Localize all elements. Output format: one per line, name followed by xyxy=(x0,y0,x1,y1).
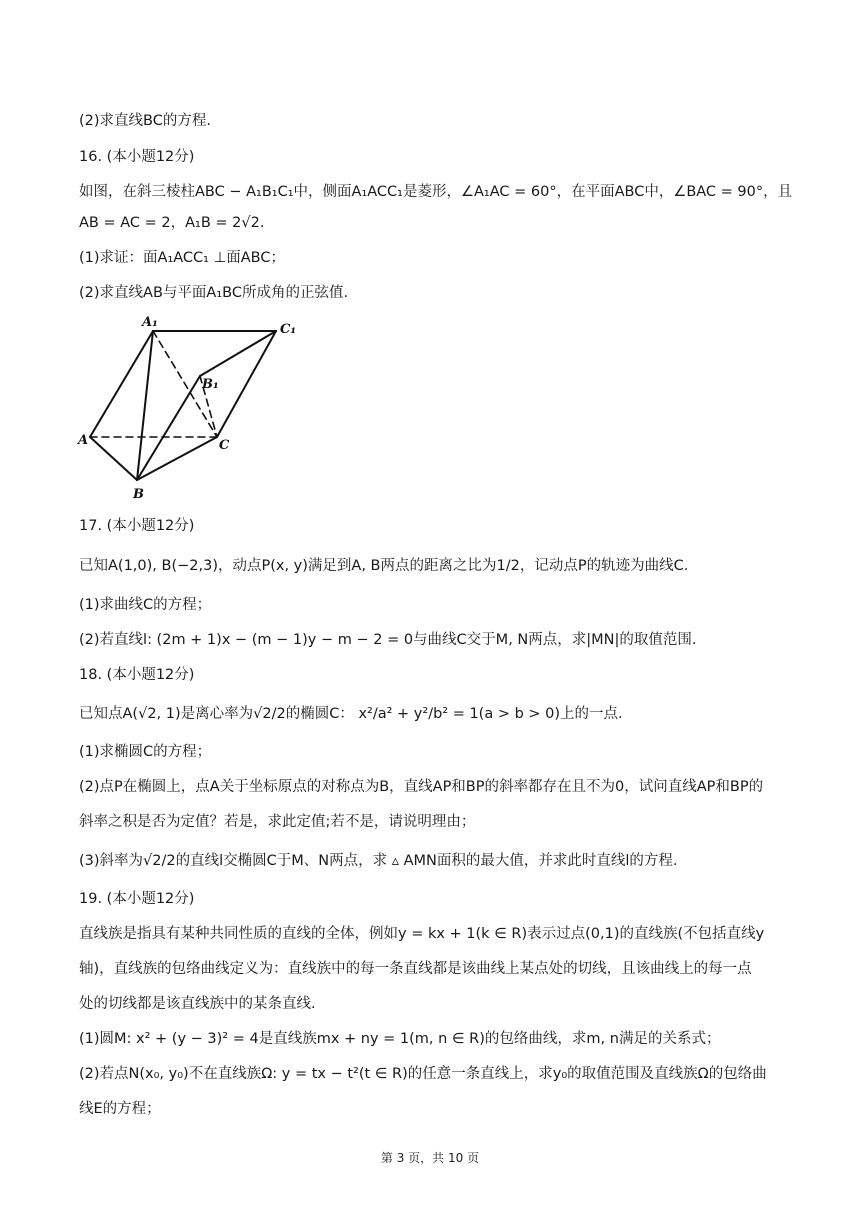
q16-stem-line2: AB = AC = 2，A₁B = 2√2. xyxy=(79,215,265,231)
q17-stem: 已知A(1,0), B(−2,3)，动点P(x, y)满足到A, B两点的距离之比为1/2，记动点P的轨迹为曲线C. xyxy=(79,558,689,574)
q18-part1: (1)求椭圆C的方程； xyxy=(79,744,212,760)
prism-figure xyxy=(74,312,297,504)
q16-part1: (1)求证：面A₁ACC₁ ⊥面ABC； xyxy=(79,250,285,266)
label-c1: C₁ xyxy=(280,322,297,337)
q19-part1: (1)圆M: x² + (y − 3)² = 4是直线族mx + ny = 1(m, n ∈ R)的包络曲线，求m, n满足的关系式； xyxy=(79,1031,721,1047)
page-footer: 第 3 页，共 10 页 xyxy=(380,1151,480,1165)
q16-part2: (2)求直线AB与平面A₁BC所成角的正弦值. xyxy=(79,285,349,301)
label-a1: A₁ xyxy=(142,315,158,330)
q19-stem-line1: 直线族是指具有某种共同性质的直线的全体，例如y = kx + 1(k ∈ R)表示过点(0,1)的直线族(不包括直线y xyxy=(79,926,765,942)
q19-stem-line2: 轴)，直线族的包络曲线定义为：直线族中的每一条直线都是该曲线上某点处的切线，且该曲线上的每一点 xyxy=(79,961,752,977)
label-a: A xyxy=(78,433,89,448)
edge-a-b xyxy=(90,437,137,480)
q19-part2-line1: (2)若点N(x₀, y₀)不在直线族Ω: y = tx − t²(t ∈ R)的任意一条直线上，求y₀的取值范围及直线族Ω的包络曲 xyxy=(79,1066,767,1082)
q19-part2-line2: 线E的方程； xyxy=(79,1101,161,1117)
q19-stem-line3: 处的切线都是该直线族中的某条直线. xyxy=(79,996,316,1012)
q15-part2: (2)求直线BC的方程. xyxy=(79,113,211,129)
edge-c1-c xyxy=(217,331,276,437)
q18-part2-line1: (2)点P在椭圆上，点A关于坐标原点的对称点为B，直线AP和BP的斜率都存在且不为0，试问直线AP和BP的 xyxy=(79,779,764,795)
q16-heading: 16. (本小题12分) xyxy=(79,149,195,165)
q17-heading: 17. (本小题12分) xyxy=(79,518,195,534)
q17-part2: (2)若直线l: (2m + 1)x − (m − 1)y − m − 2 = 0与曲线C交于M, N两点，求|MN|的取值范围. xyxy=(79,632,697,648)
q18-part2-line2: 斜率之积是否为定值？若是，求此定值;若不是，请说明理由； xyxy=(79,814,476,830)
label-b: B xyxy=(133,487,144,502)
q18-heading: 18. (本小题12分) xyxy=(79,667,195,683)
q18-part3: (3)斜率为√2/2的直线l交椭圆C于M、N两点，求 ▵ AMN面积的最大值，并求此时直线l的方程. xyxy=(79,853,678,869)
q17-part1: (1)求曲线C的方程； xyxy=(79,597,212,613)
q18-stem: 已知点A(√2, 1)是离心率为√2/2的椭圆C： x²/a² + y²/b² = 1(a > b > 0)上的一点. xyxy=(79,706,623,722)
label-b1: B₁ xyxy=(202,377,219,392)
q16-stem-line1: 如图，在斜三棱柱ABC − A₁B₁C₁中，侧面A₁ACC₁是菱形，∠A₁AC = 60°，在平面ABC中，∠BAC = 90°，且 xyxy=(79,184,793,200)
q19-heading: 19. (本小题12分) xyxy=(79,891,195,907)
label-c: C xyxy=(219,438,230,453)
